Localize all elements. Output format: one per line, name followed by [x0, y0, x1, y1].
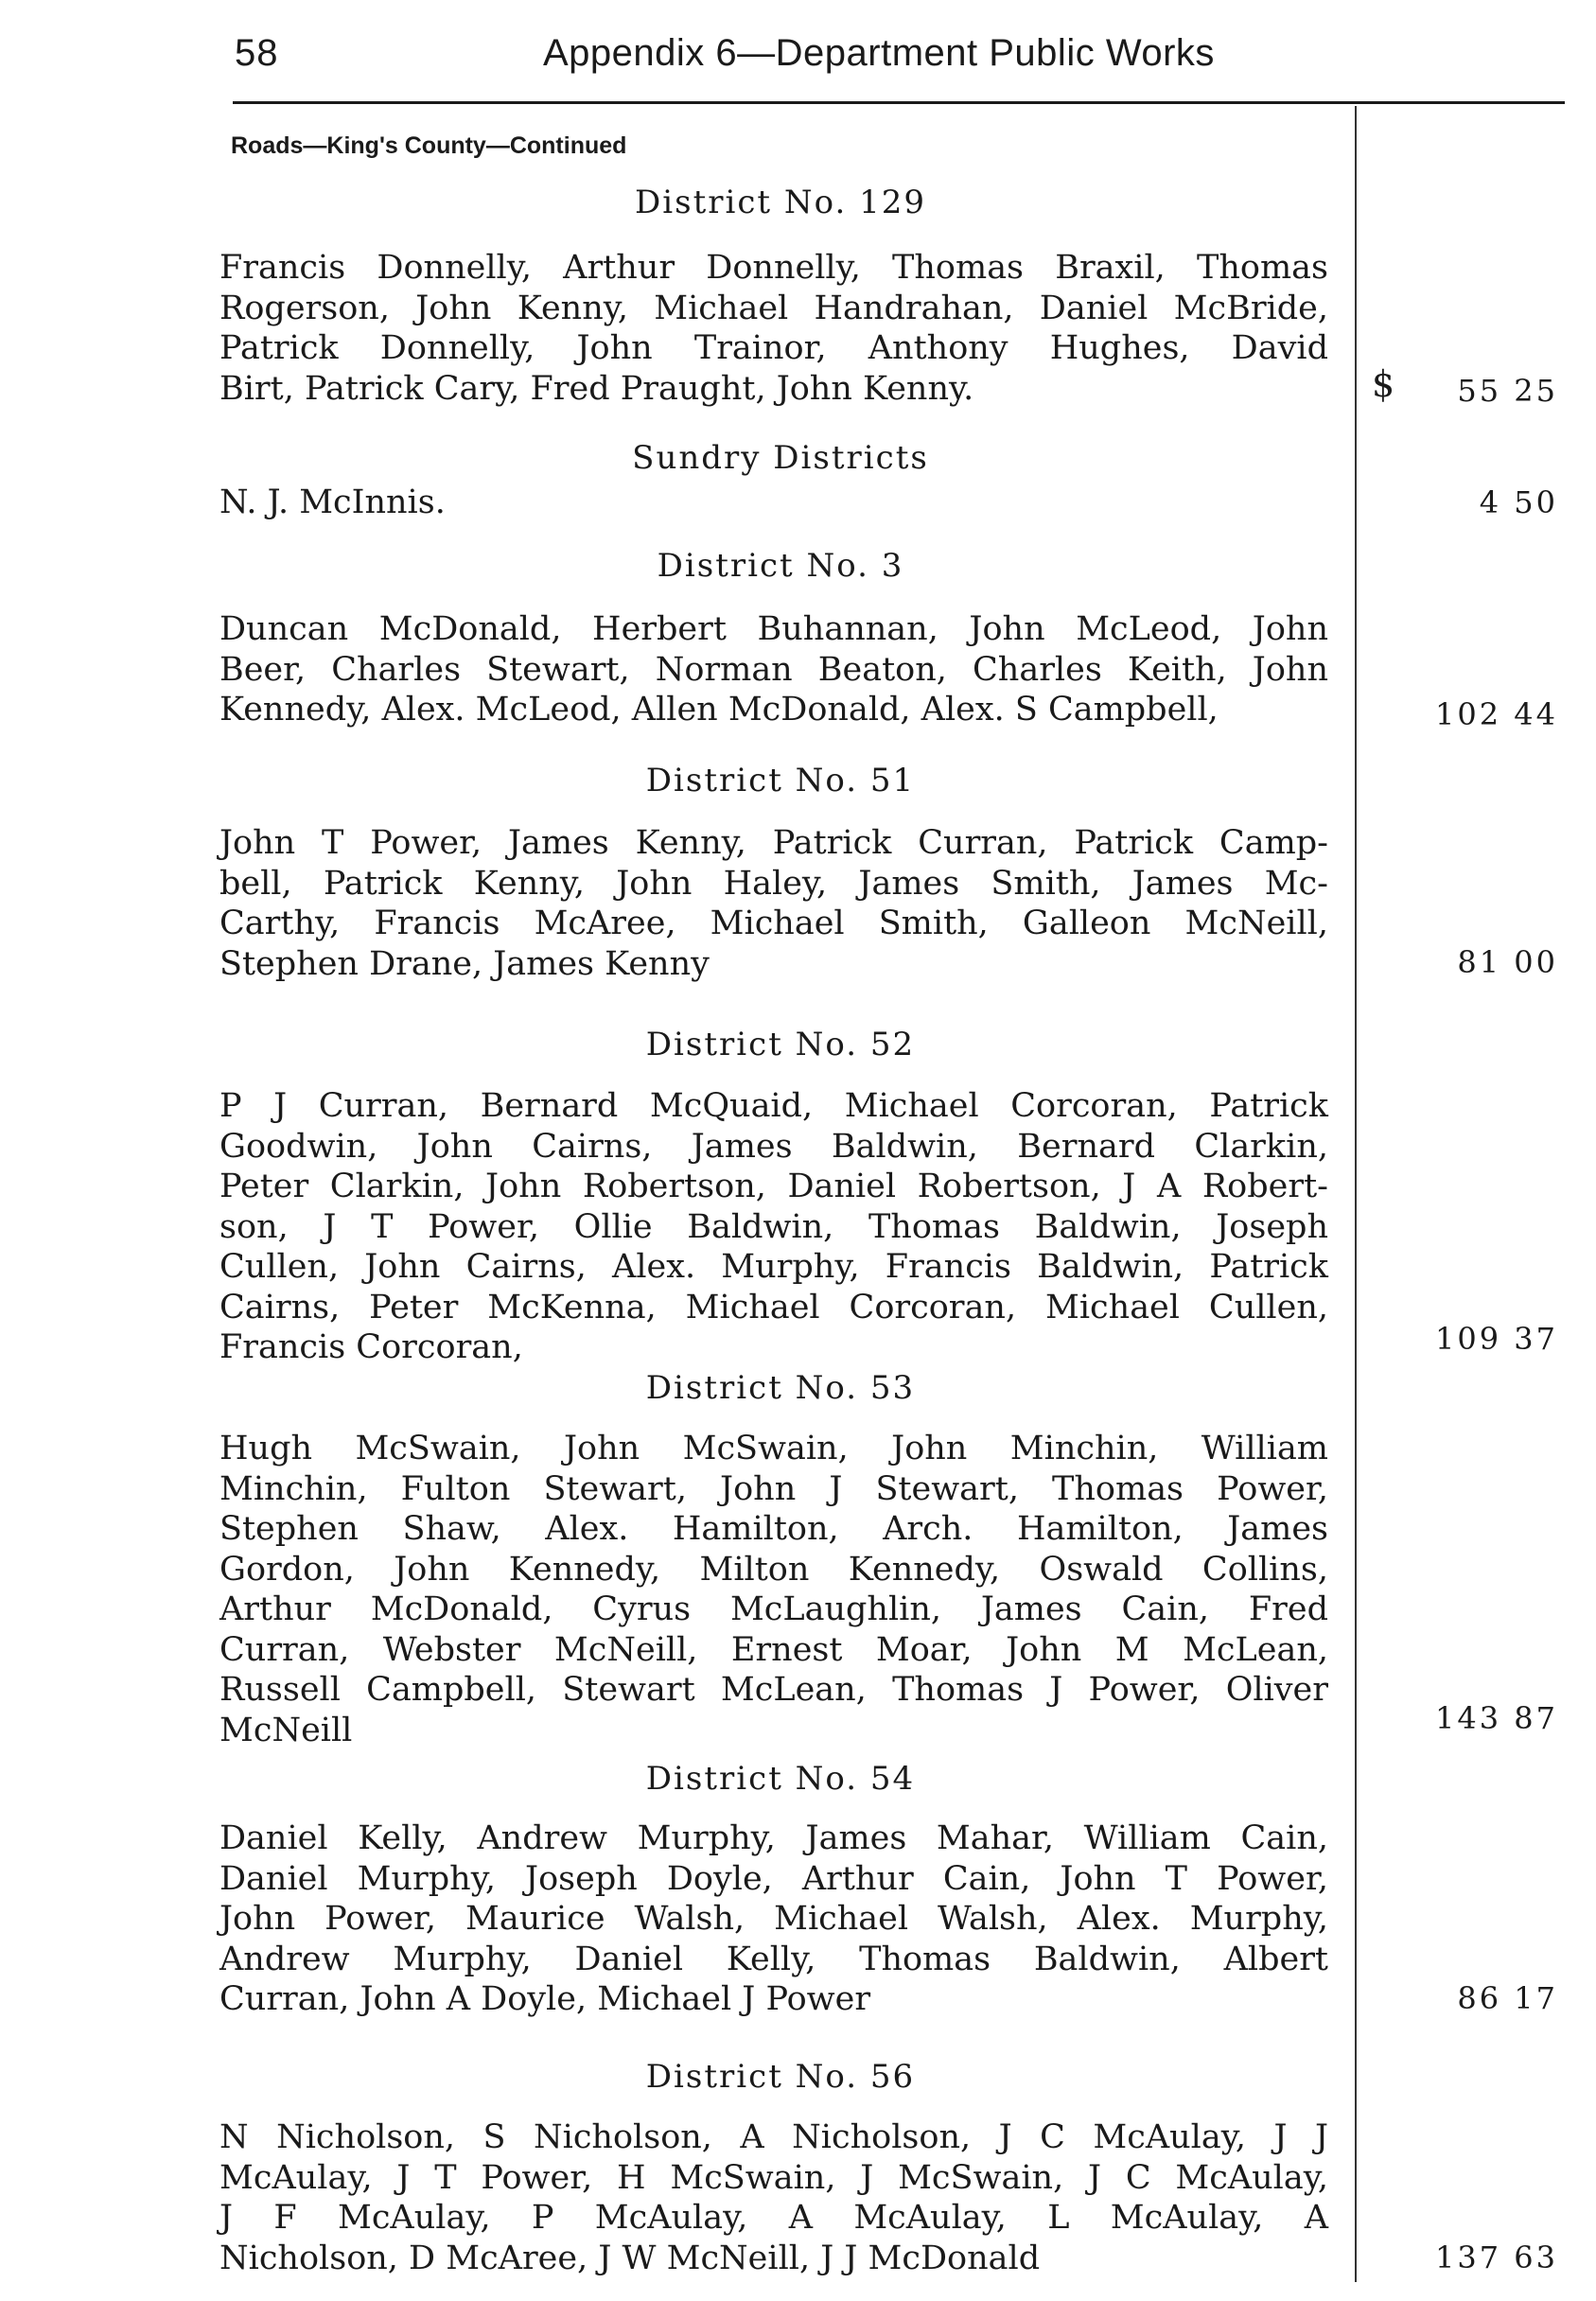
names-line: Arthur McDonald, Cyrus McLaughlin, James Cain, Fred: [219, 1590, 1328, 1628]
names-line: Nicholson, D McAree, J W McNeill, J J McDonald: [219, 2239, 1041, 2277]
names-line: Curran, John A Doyle, Michael J Power: [219, 1980, 871, 2018]
district-names: [219, 2117, 1328, 2278]
header-rule: [233, 101, 1565, 104]
names-line: Peter Clarkin, John Robertson, Daniel Robertson, J A Robert-: [219, 1168, 1328, 1205]
district-names: [219, 248, 1328, 409]
district-names: [219, 1818, 1328, 2020]
district-names: [219, 1086, 1328, 1368]
district-heading: District No. 3: [657, 547, 904, 585]
names-line: Goodwin, John Cairns, James Baldwin, Bernard Clarkin,: [219, 1127, 1328, 1166]
district-heading: District No. 129: [634, 184, 927, 221]
district-names: [219, 483, 1328, 523]
names-line: Cullen, John Cairns, Alex. Murphy, Francis Baldwin, Patrick: [219, 1248, 1328, 1286]
names-line: Francis Corcoran,: [219, 1328, 523, 1366]
names-line: Carthy, Francis McAree, Michael Smith, Galleon McNeill,: [219, 905, 1328, 942]
district-amount: 4 50: [1479, 484, 1558, 520]
names-line: Stephen Shaw, Alex. Hamilton, Arch. Hamilton, James: [219, 1510, 1328, 1548]
names-line: McAulay, J T Power, H McSwain, J McSwain, J C McAulay,: [219, 2158, 1328, 2197]
district-amount: 143 87: [1435, 1700, 1558, 1736]
names-line: Cairns, Peter McKenna, Michael Corcoran, Michael Cullen,: [219, 1288, 1328, 1326]
page-number: 58: [235, 32, 279, 74]
names-line: John T Power, James Kenny, Patrick Curran, Patrick Camp-: [219, 824, 1328, 862]
district-heading: District No. 53: [645, 1369, 916, 1407]
running-title: Appendix 6—Department Public Works: [543, 32, 1215, 74]
names-line: Hugh McSwain, John McSwain, John Minchin, William: [219, 1430, 1328, 1467]
district-amount: 109 37: [1435, 1321, 1558, 1357]
district-amount: 137 63: [1435, 2240, 1558, 2275]
district-amount: 55 25: [1457, 373, 1558, 409]
district-amount: 102 44: [1435, 696, 1558, 732]
names-line: J F McAulay, P McAulay, A McAulay, L McAulay, A: [219, 2199, 1328, 2237]
names-line: Francis Donnelly, Arthur Donnelly, Thomas Braxil, Thomas: [219, 249, 1328, 287]
names-line: Curran, Webster McNeill, Ernest Moar, John M McLean,: [219, 1630, 1328, 1669]
names-line: Daniel Kelly, Andrew Murphy, James Mahar, William Cain,: [219, 1819, 1328, 1857]
names-line: Patrick Donnelly, John Trainor, Anthony Hughes, David: [219, 329, 1328, 367]
names-line: N. J. McInnis.: [219, 483, 446, 521]
district-heading: District No. 51: [645, 762, 916, 799]
names-line: Gordon, John Kennedy, Milton Kennedy, Oswald Collins,: [219, 1550, 1328, 1589]
names-line: John Power, Maurice Walsh, Michael Walsh, Alex. Murphy,: [219, 1900, 1328, 1938]
names-line: Beer, Charles Stewart, Norman Beaton, Charles Keith, John: [219, 650, 1328, 689]
section-title: Roads—King's County—Continued: [231, 132, 627, 159]
district-amount: 86 17: [1457, 1980, 1558, 2016]
names-line: son, J T Power, Ollie Baldwin, Thomas Baldwin, Joseph: [219, 1207, 1328, 1246]
names-line: Rogerson, John Kenny, Michael Handrahan, Daniel McBride,: [219, 289, 1328, 327]
dollar-sign: $: [1372, 363, 1395, 405]
district-names: [219, 823, 1328, 984]
names-line: Minchin, Fulton Stewart, John J Stewart, Thomas Power,: [219, 1469, 1328, 1508]
names-line: Duncan McDonald, Herbert Buhannan, John McLeod, John: [219, 610, 1328, 648]
names-line: P J Curran, Bernard McQuaid, Michael Corcoran, Patrick: [219, 1087, 1328, 1125]
district-heading: Sundry Districts: [632, 439, 929, 477]
district-amount: 81 00: [1457, 944, 1558, 980]
names-line: Kennedy, Alex. McLeod, Allen McDonald, Alex. S Campbell,: [219, 691, 1219, 729]
district-names: [219, 609, 1328, 730]
district-heading: District No. 52: [645, 1026, 916, 1063]
amount-column-rule: [1355, 106, 1357, 2282]
names-line: McNeill: [219, 1711, 353, 1749]
names-line: bell, Patrick Kenny, John Haley, James Smith, James Mc-: [219, 864, 1328, 903]
names-line: Andrew Murphy, Daniel Kelly, Thomas Baldwin, Albert: [219, 1940, 1328, 1978]
names-line: Stephen Drane, James Kenny: [219, 944, 710, 983]
names-line: Daniel Murphy, Joseph Doyle, Arthur Cain, John T Power,: [219, 1859, 1328, 1898]
district-heading: District No. 56: [645, 2058, 916, 2096]
district-names: [219, 1429, 1328, 1750]
names-line: Russell Campbell, Stewart McLean, Thomas J Power, Oliver: [219, 1671, 1328, 1709]
names-line: Birt, Patrick Cary, Fred Praught, John Kenny.: [219, 369, 974, 408]
district-heading: District No. 54: [645, 1760, 916, 1798]
names-line: N Nicholson, S Nicholson, A Nicholson, J C McAulay, J J: [219, 2118, 1328, 2156]
